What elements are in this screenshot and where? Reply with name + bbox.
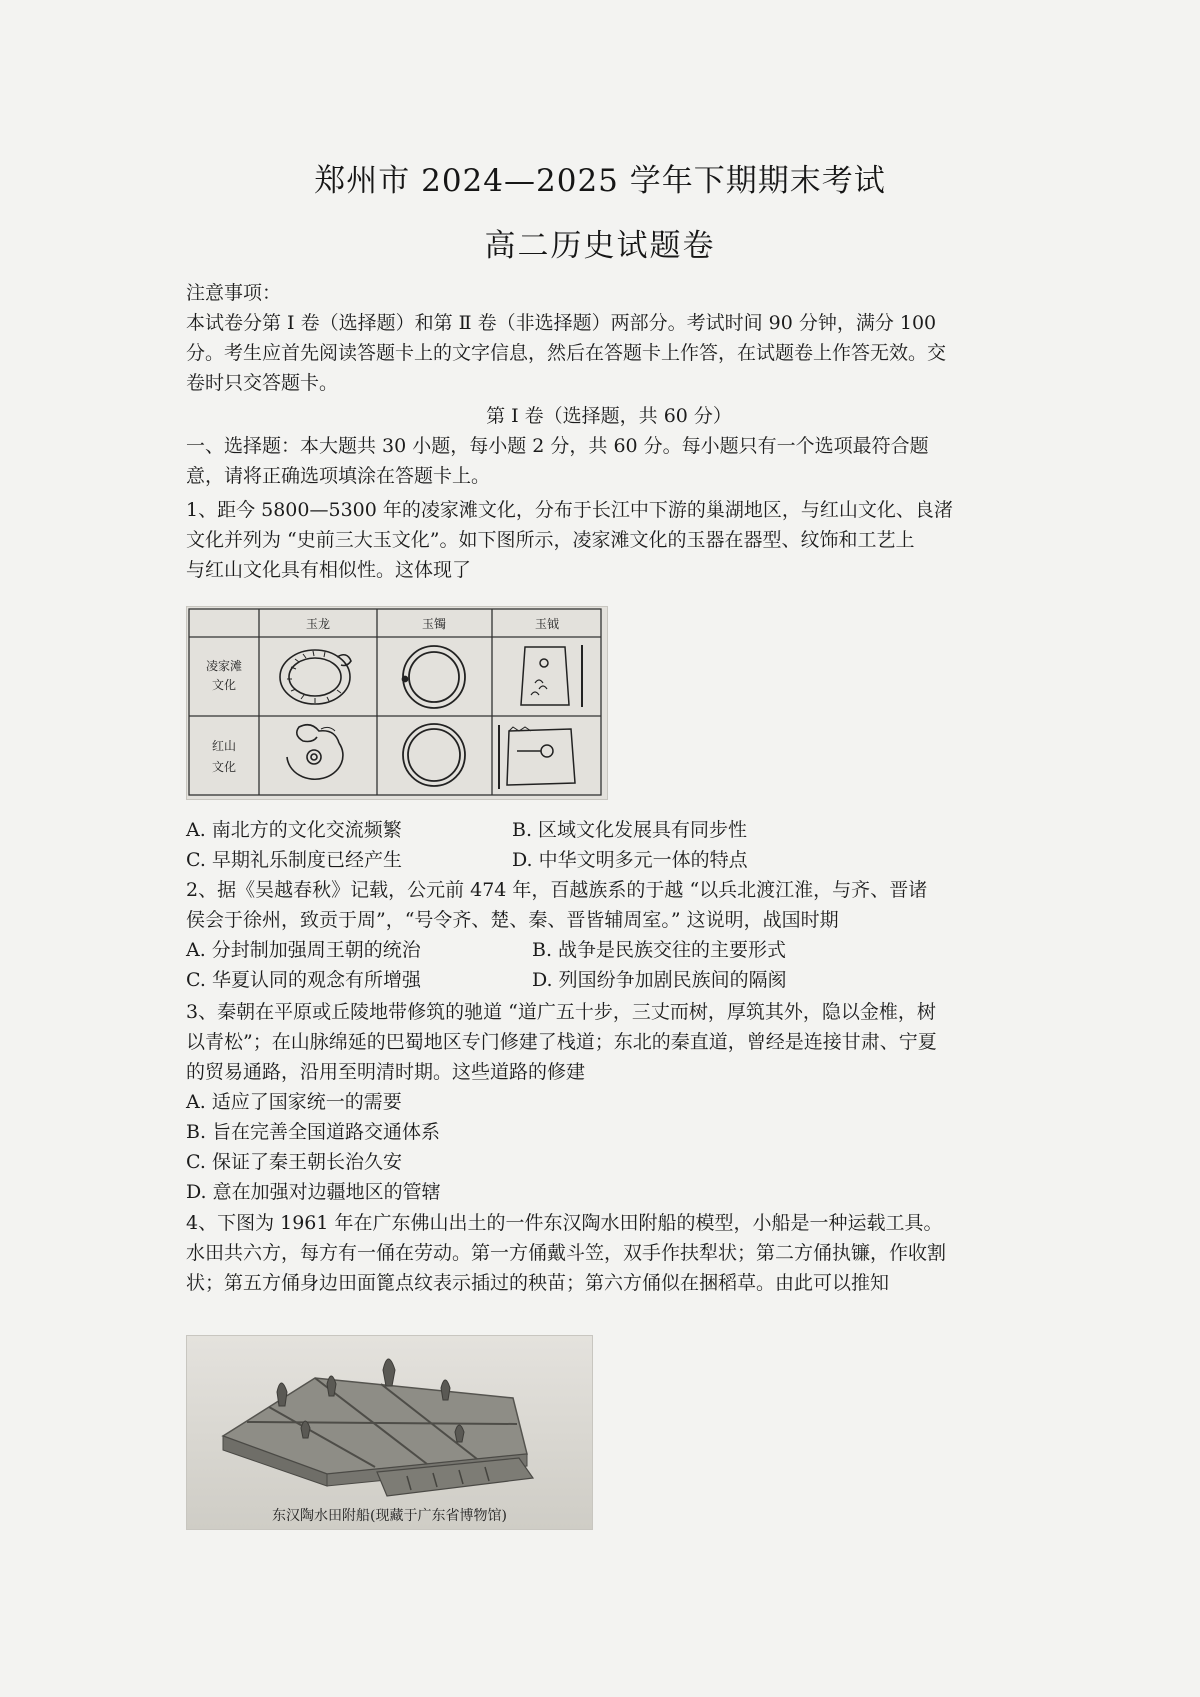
section-intro-line: 意，请将正确选项填涂在答题卡上。 [186,465,491,487]
option-b[interactable]: B. 战争是民族交往的主要形式 [532,939,787,961]
col-header-jade-bracelet: 玉镯 [421,617,447,631]
question-line: 1、距今 5800—5300 年的凌家滩文化，分布于长江中下游的巢湖地区，与红山文化、良渚 [186,499,953,521]
row-label-hongshan: 文化 [211,760,237,774]
notice-line: 卷时只交答题卡。 [186,372,339,394]
option-a[interactable]: A. 南北方的文化交流频繁 [186,819,402,841]
hongshan-jade-bracelet-drawing [403,724,465,786]
row-label-lingjiatan: 凌家滩 [205,659,243,673]
notice-label: 注意事项： [186,282,282,304]
question-line: 水田共六方，每方有一俑在劳动。第一方俑戴斗笠，双手作扶犁状；第二方俑执镰，作收割 [186,1242,947,1264]
jade-comparison-figure [186,606,608,800]
option-row [186,845,1032,875]
col-header-jade-dragon: 玉龙 [305,617,331,631]
hongshan-jade-dragon-drawing [287,725,343,780]
option-d[interactable]: D. 中华文明多元一体的特点 [512,849,748,871]
row-label-hongshan: 红山 [211,739,237,753]
option-c[interactable]: C. 早期礼乐制度已经产生 [186,849,402,871]
option-b[interactable]: B. 区域文化发展具有同步性 [512,819,748,841]
question-line: 的贸易通路，沿用至明清时期。这些道路的修建 [186,1061,586,1083]
option-b[interactable]: B. 旨在完善全国道路交通体系 [186,1121,441,1143]
row-label-lingjiatan: 文化 [211,678,237,692]
col-header-jade-axe: 玉钺 [534,617,560,631]
lingjiatan-jade-dragon-drawing [280,650,351,704]
pottery-paddy-field-photo [186,1335,593,1530]
option-c[interactable]: C. 华夏认同的观念有所增强 [186,969,421,991]
section-block [186,401,1032,491]
section-intro-line: 一、选择题：本大题共 30 小题，每小题 2 分，共 60 分。每小题只有一个选项最符合题 [186,435,929,457]
question-line: 4、下图为 1961 年在广东佛山出土的一件东汉陶水田附船的模型，小船是一种运载工具。 [186,1212,943,1234]
question-line: 文化并列为 “史前三大玉文化”。如下图所示，凌家滩文化的玉器在器型、纹饰和工艺上 [186,529,915,551]
pottery-model-svg [187,1336,592,1529]
notice-line: 本试卷分第 Ⅰ 卷（选择题）和第 Ⅱ 卷（非选择题）两部分。考试时间 90 分钟，满分 100 [186,312,937,334]
question-3 [186,997,1032,1207]
option-row [186,965,1032,995]
lingjiatan-jade-bracelet-drawing [403,646,466,708]
option-row [186,935,1032,965]
question-line: 以青松”；在山脉绵延的巴蜀地区专门修建了栈道；东北的秦直道，曾经是连接甘肃、宁夏 [186,1031,937,1053]
exam-title: 郑州市 2024—2025 学年下期期末考试 [314,163,886,199]
question-line: 状；第五方俑身边田面篦点纹表示插过的秧苗；第六方俑似在捆稻草。由此可以推知 [186,1272,890,1294]
photo-caption: 东汉陶水田附船(现藏于广东省博物馆) [272,1508,507,1524]
option-row [186,815,1032,845]
question-line: 3、秦朝在平原或丘陵地带修筑的驰道 “道广五十步，三丈而树，厚筑其外，隐以金椎，树 [186,1001,936,1023]
question-1-stem [186,495,1032,585]
section-heading: 第 Ⅰ 卷（选择题，共 60 分） [486,405,732,427]
option-c[interactable]: C. 保证了秦王朝长治久安 [186,1151,402,1173]
question-line: 与红山文化具有相似性。这体现了 [186,559,472,581]
jade-table-svg [187,607,607,799]
option-d[interactable]: D. 列国纷争加剧民族间的隔阂 [532,969,787,991]
question-line: 2、据《吴越春秋》记载，公元前 474 年，百越族系的于越 “以兵北渡江淮，与齐、晋诸 [186,879,928,901]
option-a[interactable]: A. 分封制加强周王朝的统治 [186,939,421,961]
option-a[interactable]: A. 适应了国家统一的需要 [186,1091,402,1113]
notice-block [186,278,1032,398]
exam-subtitle: 高二历史试题卷 [484,228,716,264]
hongshan-jade-axe-drawing [499,725,575,789]
question-1-options [186,815,1032,875]
lingjiatan-jade-axe-drawing [521,645,582,707]
question-4-stem [186,1208,1032,1298]
option-d[interactable]: D. 意在加强对边疆地区的管辖 [186,1181,441,1203]
question-line: 侯会于徐州，致贡于周”，“号令齐、楚、秦、晋皆辅周室。” 这说明，战国时期 [186,909,839,931]
notice-line: 分。考生应首先阅读答题卡上的文字信息，然后在答题卡上作答，在试题卷上作答无效。交 [186,342,947,364]
question-2 [186,875,1032,995]
